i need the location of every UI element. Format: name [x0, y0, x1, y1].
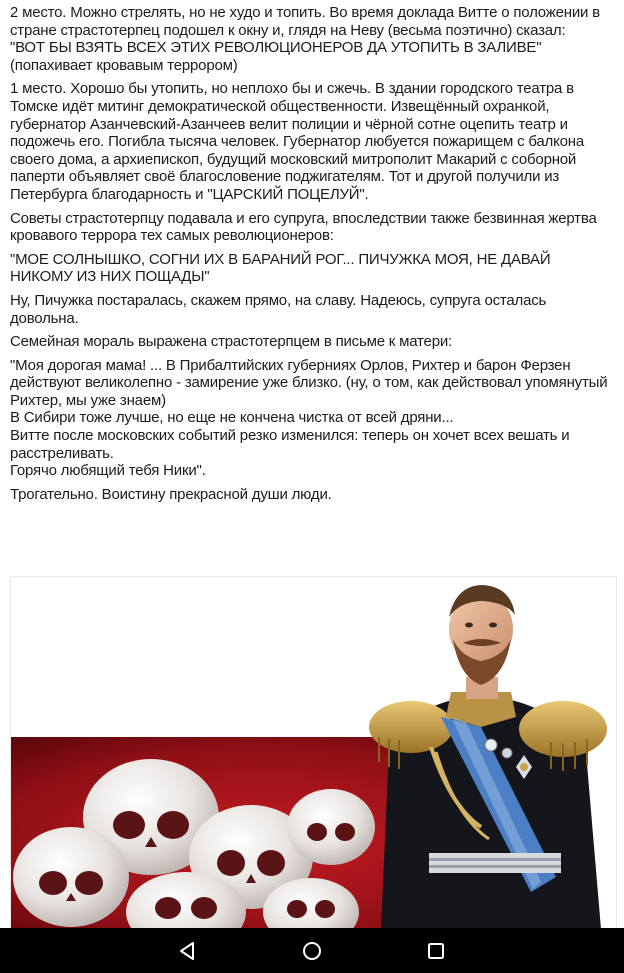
tsar-portrait-with-skulls-image: [11, 577, 616, 928]
back-button[interactable]: [168, 934, 208, 968]
quote-empress: "МОЕ СОЛНЫШКО, СОГНИ ИХ В БАРАНИЙ РОГ... ПИЧУЖКА МОЯ, НЕ ДАВАЙ НИКОМУ ИЗ НИХ ПОЩАДЫ": [10, 250, 551, 286]
paragraph-2nd-place: 2 место. Можно стрелять, но не худо и топить. Во время доклада Витте о положении в стране страстотерпец подошел к окну и, глядя на Неву (весьма поэтично) сказал: "ВОТ БЫ ВЗЯТЬ ВСЕХ ЭТИХ РЕВОЛЮЦИОНЕРОВ ДА УТОПИТЬ В ЗАЛИВЕ" (попахивает кровавым террором): [10, 4, 600, 74]
paragraph-conclusion: Трогательно. Воистину прекрасной души люди.: [10, 485, 332, 503]
paragraph-1st-place: 1 место. Хорошо бы утопить, но неплохо бы и сжечь. В здании городского театра в Томске идёт митинг демократической общественности. Извещённый охранкой, губернатор Азанчевский-Азанчеев велит полиции и чёрной сотне оцепить театр и подожечь его. Погибла тысяча человек. Губернатор любуется пожарищем с балкона своего дома, а архиепископ, будущий московский митрополит Макарий с соборной паперти объявляет своё благословение поджигателям. Тот и другой получили из Петербурга благодарность и "ЦАРСКИЙ ПОЦЕЛУЙ".: [10, 80, 584, 203]
recents-button[interactable]: [416, 934, 456, 968]
paragraph-family-moral: Семейная мораль выражена страстотерпцем в письме к матери:: [10, 333, 452, 351]
post-text: [10, 4, 614, 503]
recents-square-icon: [425, 940, 447, 962]
quote-letter-to-mother: "Моя дорогая мама! ... В Прибалтийских губерниях Орлов, Рихтер и барон Ферзен действуют великолепно - замирение уже близко. (ну, о том, как действовал упомянутый Рихтер, мы уже знаем) В Сибири тоже лучше, но еще не кончена чистка от всей дряни... Витте после московских событий резко изменился: теперь он хочет всех вешать и расстреливать. Горячо любящий тебя Ники".: [10, 356, 608, 480]
paragraph-pichuzhka: Ну, Пичужка постаралась, скажем прямо, на славу. Надеюсь, супруга осталась довольна.: [10, 291, 547, 327]
home-button[interactable]: [292, 934, 332, 968]
paragraph-advice: Советы страстотерпцу подавала и его супруга, впоследствии также безвинная жертва кровавого террора тех самых революционеров:: [10, 209, 597, 245]
back-triangle-icon: [177, 940, 199, 962]
home-circle-icon: [301, 940, 323, 962]
post-image[interactable]: [10, 576, 617, 928]
android-navigation-bar: [0, 928, 624, 973]
